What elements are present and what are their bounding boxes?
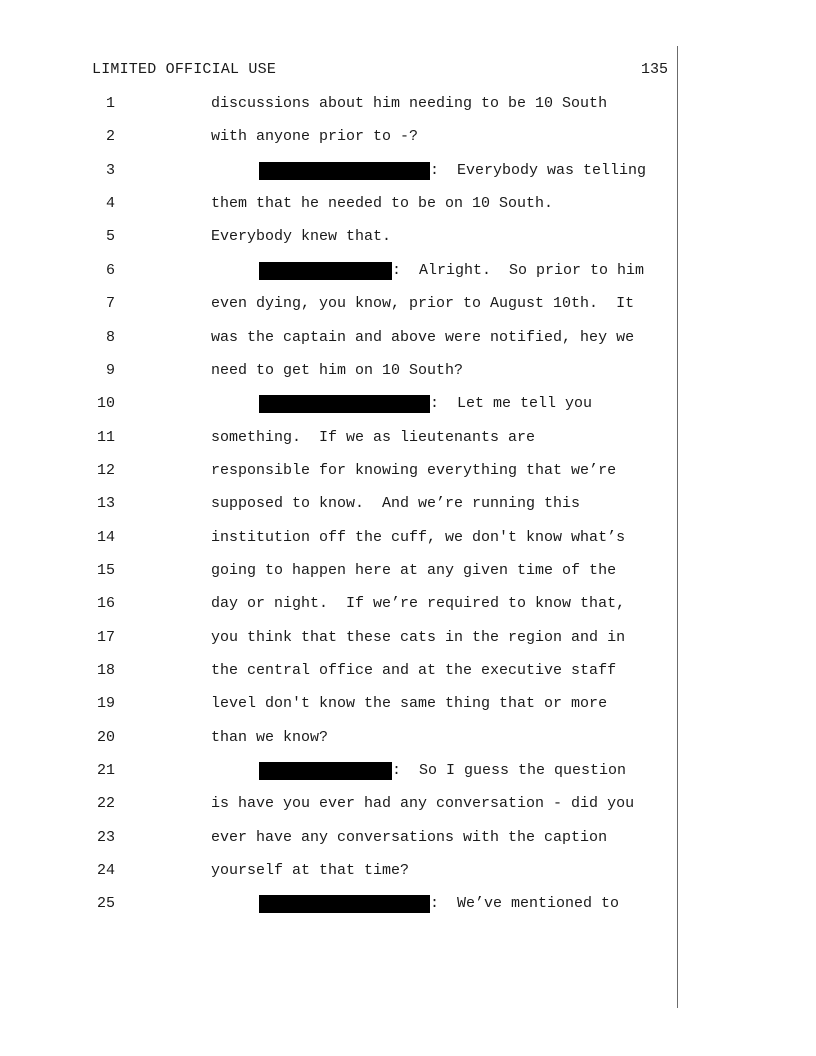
line-number: 9 bbox=[105, 361, 115, 379]
transcript-line bbox=[0, 195, 816, 219]
line-number: 4 bbox=[105, 195, 115, 213]
line-text: than we know? bbox=[211, 728, 329, 746]
line-text: supposed to know. And we’re running this bbox=[211, 495, 581, 513]
line-number: 20 bbox=[96, 728, 115, 746]
transcript-line bbox=[0, 895, 816, 919]
line-text: : Let me tell you bbox=[430, 395, 593, 413]
transcript-line bbox=[0, 95, 816, 119]
line-text: discussions about him needing to be 10 South bbox=[211, 95, 608, 112]
transcript-line bbox=[0, 629, 816, 653]
line-number: 24 bbox=[96, 862, 115, 880]
line-text: going to happen here at any given time of the bbox=[211, 561, 617, 579]
transcript-line bbox=[0, 595, 816, 619]
redacted-speaker-name bbox=[259, 262, 392, 280]
transcript-line bbox=[0, 862, 816, 886]
line-text: : So I guess the question bbox=[392, 762, 627, 779]
transcript-line bbox=[0, 262, 816, 286]
line-text: institution off the cuff, we don't know what’s bbox=[211, 528, 626, 546]
transcript-line bbox=[0, 295, 816, 319]
line-number: 18 bbox=[96, 662, 115, 679]
line-text: is have you ever had any conversation - did you bbox=[211, 795, 635, 813]
speaker-turn bbox=[259, 895, 619, 913]
line-text: : Everybody was telling bbox=[430, 161, 647, 179]
line-number: 14 bbox=[96, 528, 115, 546]
line-text: : Alright. So prior to him bbox=[392, 261, 645, 279]
line-text: was the captain and above were notified, hey we bbox=[211, 328, 635, 346]
line-text: level don't know the same thing that or more bbox=[211, 695, 608, 713]
transcript-line bbox=[0, 495, 816, 519]
transcript-line bbox=[0, 562, 816, 586]
transcript-line bbox=[0, 462, 816, 486]
line-number: 22 bbox=[96, 795, 115, 813]
transcript-line bbox=[0, 729, 816, 753]
transcript-line bbox=[0, 362, 816, 386]
line-number: 25 bbox=[96, 895, 115, 913]
line-text: ever have any conversations with the caption bbox=[211, 828, 608, 846]
redacted-speaker-name bbox=[259, 762, 392, 780]
transcript-line bbox=[0, 662, 816, 686]
page-number: 135 bbox=[640, 61, 668, 78]
speaker-turn bbox=[259, 395, 592, 413]
line-number: 2 bbox=[105, 128, 115, 146]
line-number: 7 bbox=[105, 295, 115, 313]
speaker-turn bbox=[259, 762, 626, 780]
line-number: 8 bbox=[105, 328, 115, 346]
line-number: 17 bbox=[96, 628, 115, 646]
line-number: 1 bbox=[105, 95, 115, 112]
line-text: them that he needed to be on 10 South. bbox=[211, 195, 554, 213]
line-number: 12 bbox=[96, 461, 115, 479]
transcript-line bbox=[0, 395, 816, 419]
line-text: something. If we as lieutenants are bbox=[211, 428, 536, 446]
transcript-line bbox=[0, 128, 816, 152]
transcript-line bbox=[0, 329, 816, 353]
redacted-speaker-name bbox=[259, 895, 430, 913]
line-text: with anyone prior to -? bbox=[211, 128, 419, 146]
line-number: 19 bbox=[96, 695, 115, 713]
line-number: 23 bbox=[96, 828, 115, 846]
line-number: 16 bbox=[96, 595, 115, 613]
line-text: you think that these cats in the region and in bbox=[211, 628, 626, 646]
transcript-line bbox=[0, 695, 816, 719]
transcript-line bbox=[0, 162, 816, 186]
line-number: 10 bbox=[96, 395, 115, 413]
line-text: need to get him on 10 South? bbox=[211, 361, 464, 379]
redacted-speaker-name bbox=[259, 395, 430, 413]
line-number: 21 bbox=[96, 762, 115, 779]
line-text: Everybody knew that. bbox=[211, 228, 392, 246]
line-text: yourself at that time? bbox=[211, 862, 410, 880]
line-text: responsible for knowing everything that we’re bbox=[211, 461, 617, 479]
transcript-line bbox=[0, 429, 816, 453]
line-number: 13 bbox=[96, 495, 115, 513]
line-number: 15 bbox=[96, 561, 115, 579]
line-text: even dying, you know, prior to August 10th. It bbox=[211, 295, 635, 313]
line-text: : We’ve mentioned to bbox=[430, 895, 620, 913]
line-number: 11 bbox=[96, 428, 115, 446]
classification-header: LIMITED OFFICIAL USE bbox=[92, 61, 277, 78]
transcript-line bbox=[0, 829, 816, 853]
transcript-line bbox=[0, 795, 816, 819]
transcript-line bbox=[0, 529, 816, 553]
transcript-line bbox=[0, 228, 816, 252]
speaker-turn bbox=[259, 162, 646, 180]
speaker-turn bbox=[259, 262, 644, 280]
line-number: 3 bbox=[105, 161, 115, 179]
line-number: 5 bbox=[105, 228, 115, 246]
line-text: day or night. If we’re required to know that, bbox=[211, 595, 626, 613]
line-text: the central office and at the executive staff bbox=[211, 662, 617, 679]
transcript-line bbox=[0, 762, 816, 786]
line-number: 6 bbox=[105, 261, 115, 279]
redacted-speaker-name bbox=[259, 162, 430, 180]
